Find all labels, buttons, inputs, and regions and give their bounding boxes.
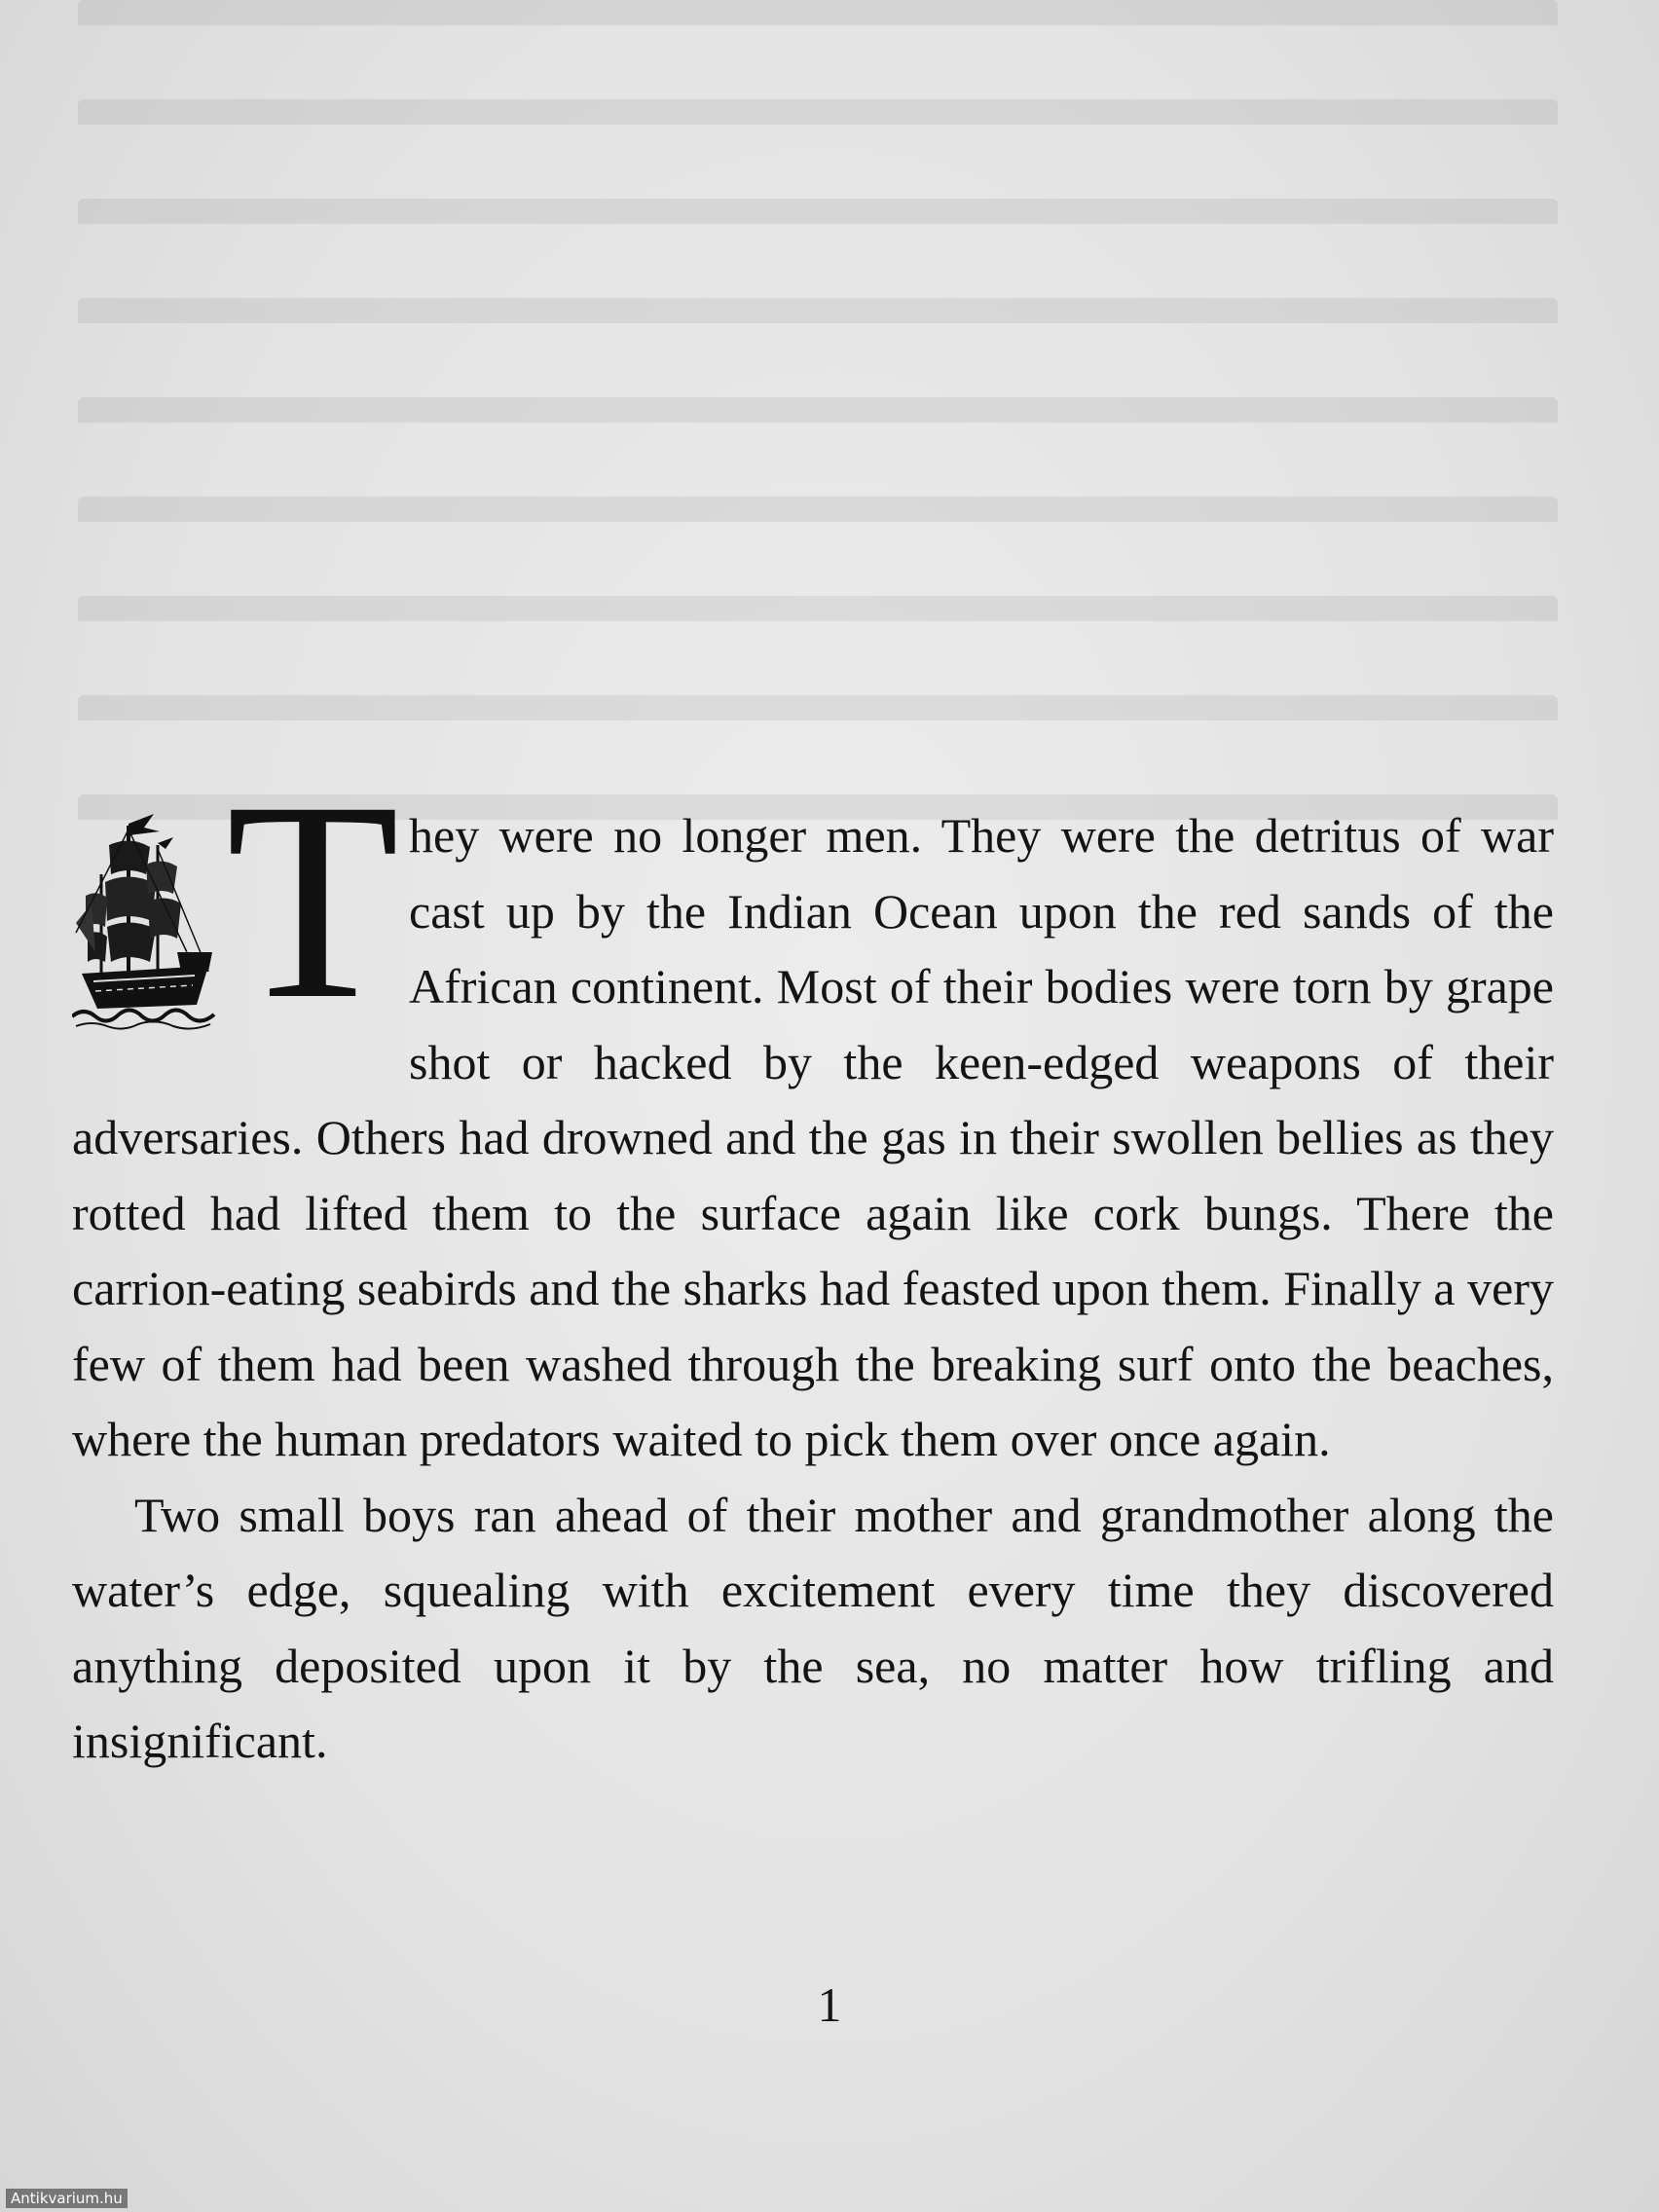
paragraph-1: hey were no longer men. They were the detritus of war cast up by the Indian Ocean upon the red sands of the African continent. Most of their bodies were torn by grape shot or hacked by the keen-edged weapons of their adversaries. Others had drowned and the gas in their swollen bellies as they rotted had lifted them to the surface again like cork bungs. There the carrion-eating seabirds and the sharks had feasted upon them. Finally a very few of them had been washed through the breaking surf onto the beaches, where the human predators waited to pick them over once again. <box>72 808 1554 1466</box>
watermark-logo: Antikvarium.hu <box>6 2189 128 2208</box>
dropcap-letter: T <box>226 744 400 1058</box>
sailing-ship-icon <box>72 806 218 1030</box>
show-through-text <box>78 0 1558 837</box>
body-text <box>72 744 1554 1780</box>
dropcap-area <box>72 744 409 1058</box>
page-number: 1 <box>817 1977 842 2032</box>
paragraph-2: Two small boys ran ahead of their mother and grandmother along the water’s edge, squealing with excitement every time they discovered anything deposited upon it by the sea, no matter how trifling and insignificant. <box>72 1487 1554 1768</box>
